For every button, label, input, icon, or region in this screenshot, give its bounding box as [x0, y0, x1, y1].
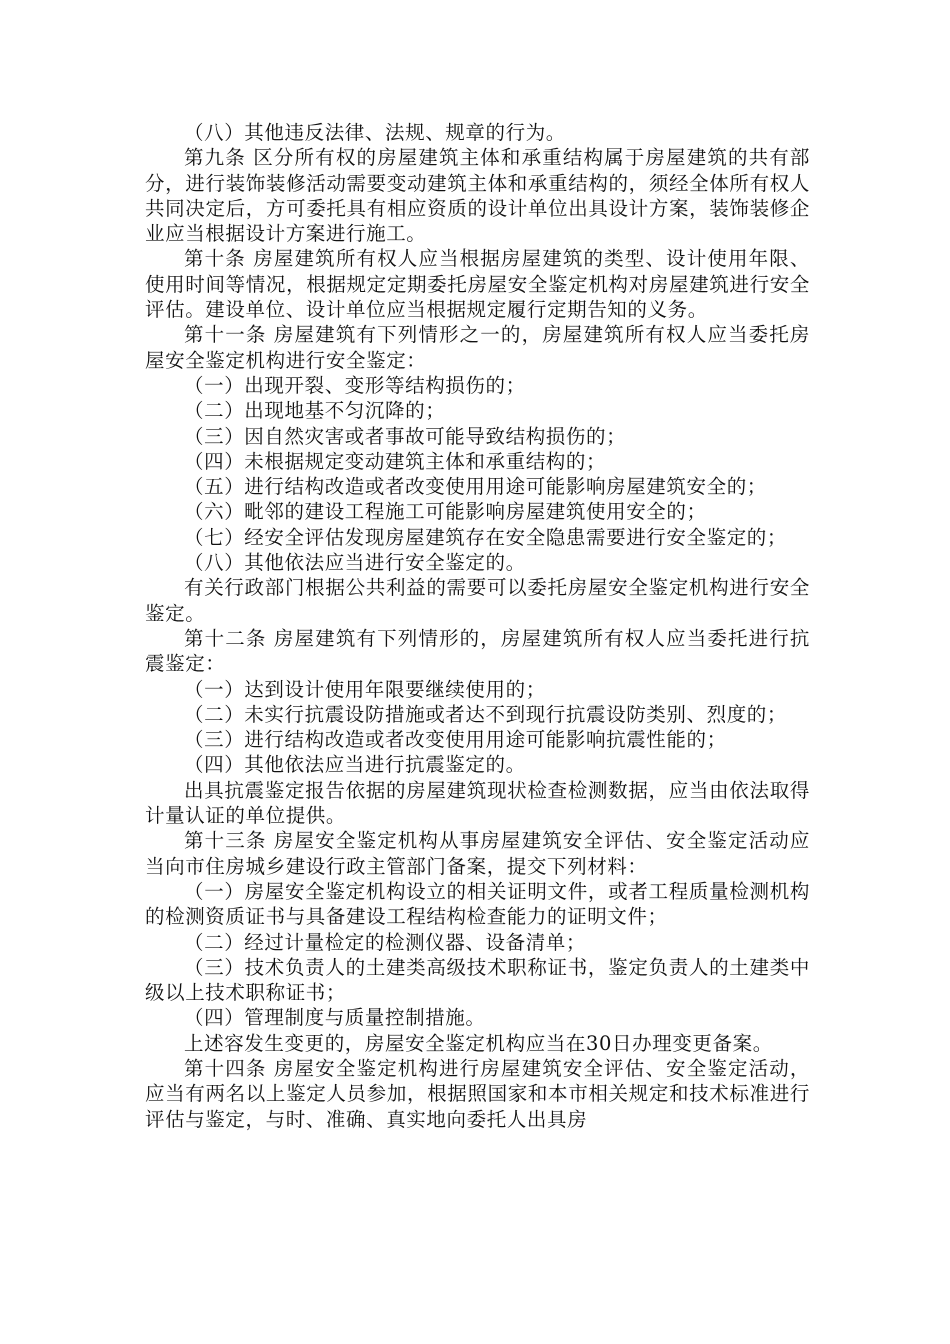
- paragraph: 第十四条 房屋安全鉴定机构进行房屋建筑安全评估、安全鉴定活动，应当有两名以上鉴定人员参加，根据照国家和本市相关规定和技术标准进行评估与鉴定，与时、准确、真实地向委托人出具房: [145, 1056, 810, 1131]
- paragraph: 有关行政部门根据公共利益的需要可以委托房屋安全鉴定机构进行安全鉴定。: [145, 576, 810, 625]
- paragraph: 第十条 房屋建筑所有权人应当根据房屋建筑的类型、设计使用年限、使用时间等情况，根据规定定期委托房屋安全鉴定机构对房屋建筑进行安全评估。建设单位、设计单位应当根据规定履行定期告知的义务。: [145, 247, 810, 322]
- paragraph: 第九条 区分所有权的房屋建筑主体和承重结构属于房屋建筑的共有部分，进行装饰装修活动需要变动建筑主体和承重结构的，须经全体所有权人共同决定后，方可委托具有相应资质的设计单位出具设计方案，装饰装修企业应当根据设计方案进行施工。: [145, 146, 810, 246]
- list-item: （一）出现开裂、变形等结构损伤的；: [184, 373, 526, 397]
- list-item: （五）进行结构改造或者改变使用用途可能影响房屋建筑安全的；: [184, 475, 767, 499]
- paragraph: （八）其他违反法律、法规、规章的行为。: [184, 121, 566, 144]
- list-item: （二）出现地基不匀沉降的；: [184, 399, 446, 423]
- list-item: （四）未根据规定变动建筑主体和承重结构的；: [184, 449, 607, 473]
- list-item: （四）其他依法应当进行抗震鉴定的。: [184, 753, 526, 777]
- list-item: （三）进行结构改造或者改变使用用途可能影响抗震性能的；: [184, 728, 727, 752]
- list-item: （七）经安全评估发现房屋建筑存在安全隐患需要进行安全鉴定的；: [184, 525, 788, 549]
- list-item: （六）毗邻的建设工程施工可能影响房屋建筑使用安全的；: [184, 500, 707, 524]
- list-item: （一）达到设计使用年限要继续使用的；: [184, 677, 546, 701]
- paragraph: 出具抗震鉴定报告依据的房屋建筑现状检查检测数据，应当由依法取得计量认证的单位提供。: [145, 778, 810, 828]
- list-item: （八）其他依法应当进行安全鉴定的。: [184, 551, 526, 575]
- paragraph: 第十二条 房屋建筑有下列情形的，房屋建筑所有权人应当委托进行抗震鉴定：: [145, 626, 810, 676]
- paragraph: 第十三条 房屋安全鉴定机构从事房屋建筑安全评估、安全鉴定活动应当向市住房城乡建设行政主管部门备案，提交下列材料：: [145, 829, 810, 878]
- paragraph: 第十一条 房屋建筑有下列情形之一的，房屋建筑所有权人应当委托房屋安全鉴定机构进行安全鉴定：: [145, 323, 810, 372]
- list-item: （一）房屋安全鉴定机构设立的相关证明文件，或者工程质量检测机构的检测资质证书与具备建设工程结构检查能力的证明文件；: [145, 879, 810, 929]
- document-body: [145, 120, 810, 1132]
- paragraph: 上述容发生变更的，房屋安全鉴定机构应当在30日办理变更备案。: [184, 1031, 773, 1055]
- list-item: （三）技术负责人的土建类高级技术职称证书，鉴定负责人的土建类中级以上技术职称证书；: [145, 955, 810, 1005]
- list-item: （二）经过计量检定的检测仪器、设备清单；: [184, 930, 587, 954]
- list-item: （四）管理制度与质量控制措施。: [184, 1006, 486, 1030]
- list-item: （三）因自然灾害或者事故可能导致结构损伤的；: [184, 424, 627, 448]
- list-item: （二）未实行抗震设防措施或者达不到现行抗震设防类别、烈度的；: [184, 702, 788, 726]
